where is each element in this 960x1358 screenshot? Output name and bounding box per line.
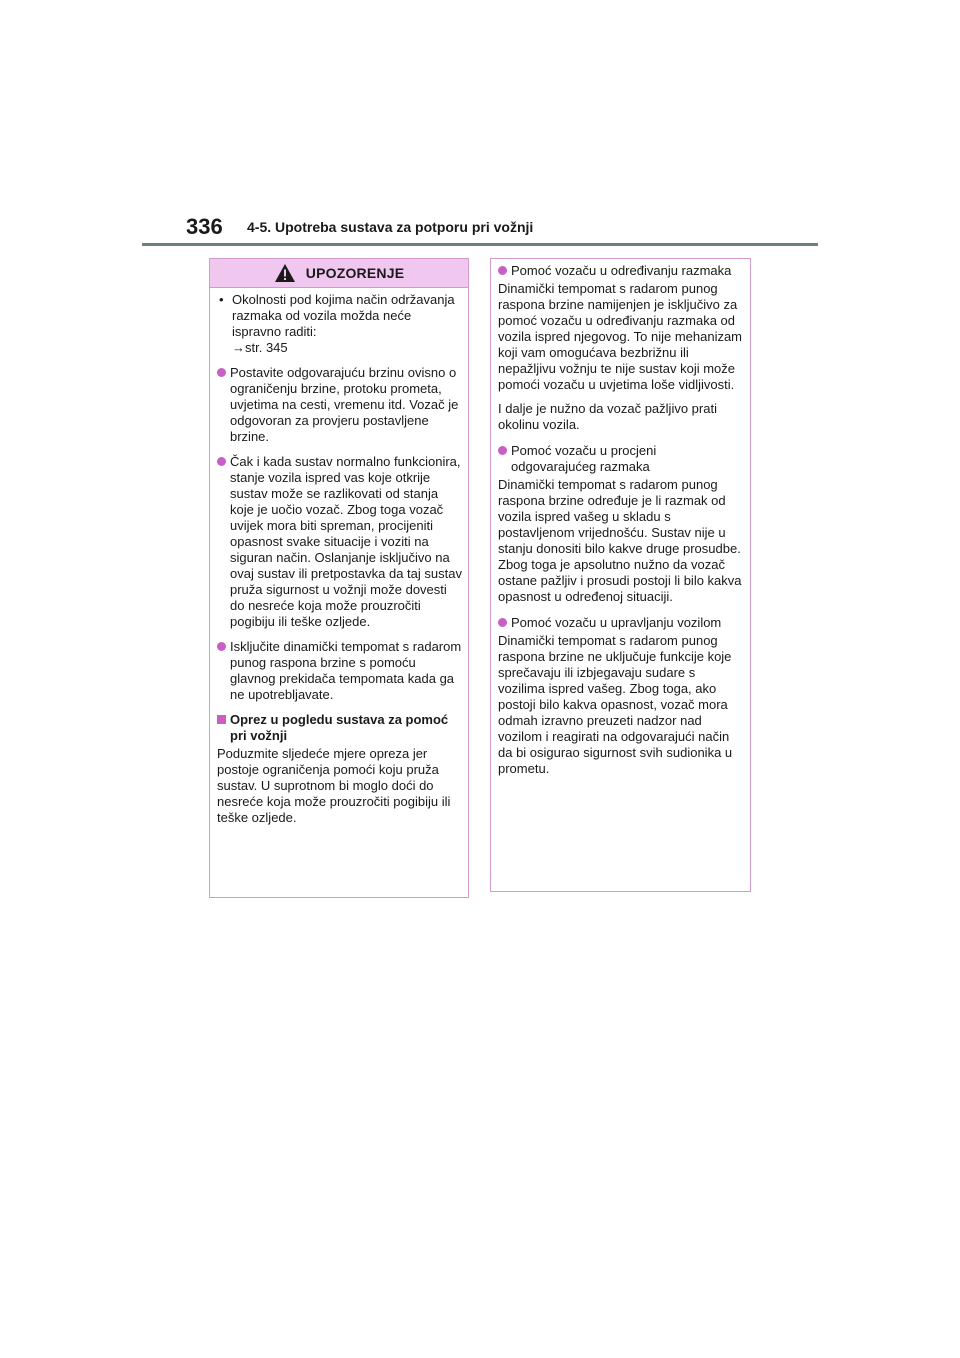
caution-heading: Oprez u pogledu sustava za pomoć pri vožnji: [230, 712, 449, 743]
assist-item-assessment: [498, 443, 744, 475]
driving-paragraph: Dinamički tempomat s radarom punog raspona brzine ne uključuje funkcije koje sprečavaju ili izbjegavaju sudare s vozilima ispred vašeg. Zbog toga, ako postoji bilo kakva opasnost, vozač mora odmah izravno preuzeti nadzor nad vozilom i reagirati na odgovarajući način da bi osigurao sigurnost svih sudionika u prometu.: [498, 633, 733, 776]
warning-header: [210, 259, 468, 288]
warning-title: UPOZORENJE: [305, 265, 405, 281]
assist-item-driving: [498, 615, 744, 631]
warning-item-caution: [217, 712, 462, 744]
normal-function-text: Čak i kada sustav normalno funkcionira, stanje vozila ispred vas koje otkrije sustav može se razlikovati od stanja koje je uočio vozač. Zbog toga vozač uvijek mora biti spreman, procijeniti opasnost svake situacije i voziti na siguran način. Oslanjanje isključivo na ovaj sustav ili pretpostavka da taj sustav pruža sigurnost u vožnji može dovesti do nesreće koja može prouzročiti pogibiju ili teške ozljede.: [230, 454, 462, 629]
bullet-dot-icon: [217, 642, 226, 651]
warning-triangle-icon: [274, 263, 296, 283]
page-reference-link[interactable]: →str. 345: [232, 340, 288, 355]
distance-heading: Pomoć vozaču u određivanju razmaka: [511, 263, 732, 278]
warning-item-normal-function: [217, 454, 462, 630]
bullet-dot-icon: [217, 457, 226, 466]
warning-box: [209, 258, 469, 898]
warning-item-switch-off: [217, 639, 462, 703]
page-number: 336: [186, 214, 223, 239]
bullet-square-icon: [217, 715, 226, 724]
assessment-paragraph: Dinamički tempomat s radarom punog raspona brzine određuje je li razmak od vozila ispred vašeg u skladu s postavljenom vrijednošću. Sustav nije u stanju donositi bilo kakve druge prosudbe. Zbog toga je apsolutno nužno da vozač ostane pažljiv i prosudi postoji li bilo kakva opasnost u određenoj situaciji.: [498, 477, 742, 604]
driving-heading: Pomoć vozaču u upravljanju vozilom: [511, 615, 722, 630]
conditions-text: Okolnosti pod kojima način održavanja razmaka od vozila možda neće ispravno raditi:: [232, 292, 455, 339]
dash-bullet: •: [219, 292, 224, 307]
assessment-heading: Pomoć vozaču u procjeni odgovarajućeg razmaka: [511, 443, 657, 474]
caution-paragraph: Poduzmite sljedeće mjere opreza jer postoje ograničenja pomoći koju pruža sustav. U suprotnom bi moglo doći do nesreće koja može prouzročiti pogibiju ili teške ozljede.: [217, 746, 451, 825]
bullet-dot-icon: [217, 368, 226, 377]
distance-paragraph-1: Dinamički tempomat s radarom punog raspona brzine namijenjen je isključivo za pomoć vozaču u određivanju razmaka od vozila ispred njegovog. To nije mehanizam koji vam omogućava bezbrižnu ili nepažljivu vožnju te nije sustav koji može pomoći vozaču u uvjetima loše vidljivosti.: [498, 281, 743, 392]
header-divider: [142, 243, 818, 246]
warning-item-speed: [217, 365, 462, 445]
warning-body: [210, 288, 468, 840]
bullet-dot-icon: [498, 618, 507, 627]
assistance-body: [491, 259, 750, 791]
switch-off-text: Isključite dinamički tempomat s radarom punog raspona brzine s pomoću glavnog prekidača tempomata kada ga ne upotrebljavate.: [230, 639, 462, 702]
bullet-dot-icon: [498, 266, 507, 275]
speed-text: Postavite odgovarajuću brzinu ovisno o ograničenju brzine, protoku prometa, uvjetima na cesti, vremenu itd. Vozač je odgovoran za provjeru postavljene brzine.: [230, 365, 459, 444]
assistance-box: [490, 258, 751, 892]
assist-item-distance: [498, 263, 744, 279]
warning-item-conditions: [217, 292, 462, 356]
section-title: 4-5. Upotreba sustava za potporu pri vožnji: [247, 219, 534, 235]
bullet-dot-icon: [498, 446, 507, 455]
distance-paragraph-2: I dalje je nužno da vozač pažljivo prati okolinu vozila.: [498, 401, 717, 432]
